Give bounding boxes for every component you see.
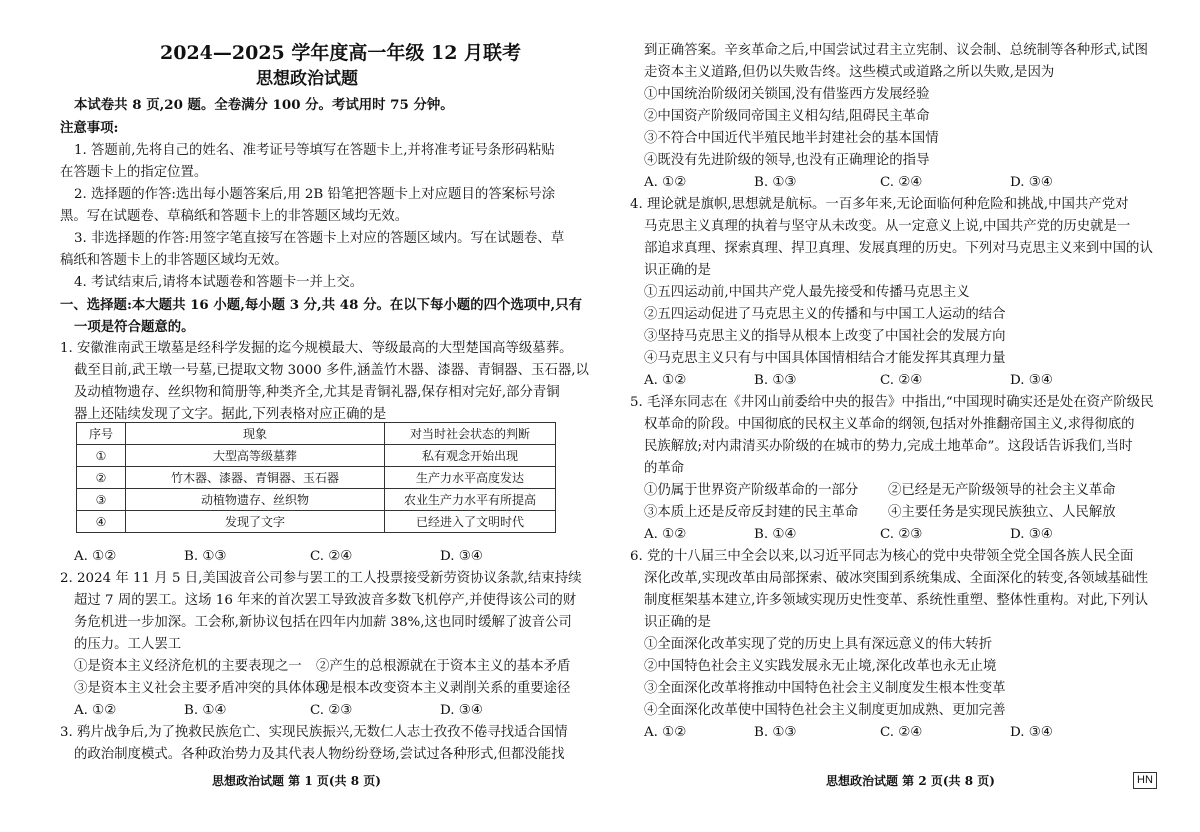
option-c[interactable]: C. ②④	[880, 175, 923, 190]
page-footer: 思想政治试题 第 1 页(共 8 页)	[212, 774, 381, 788]
left-page	[60, 0, 589, 832]
note-line: 1. 答题前,先将自己的姓名、准考证号等填写在答题卡上,并将准考证号条形码粘贴	[74, 143, 555, 158]
table-header: 对当时社会状态的判断	[385, 423, 556, 445]
note-line: 2. 选择题的作答:选出每小题答案后,用 2B 铅笔把答题卡上对应题目的答案标号涂	[74, 187, 556, 202]
choice: ③不符合中国近代半殖民地半封建社会的基本国情	[644, 131, 939, 146]
note-line: 4. 考试结束后,请将本试题卷和答题卡一并上交。	[74, 275, 364, 290]
question-text: 5. 毛泽东同志在《井冈山前委给中央的报告》中指出,“中国现时确实还是处在资产阶级民	[630, 395, 1154, 410]
option-a[interactable]: A. ①②	[644, 175, 687, 190]
question-text: 识正确的是	[644, 263, 711, 278]
table-cell: 动植物遗存、丝织物	[126, 489, 385, 511]
table-cell: 已经进入了文明时代	[385, 511, 556, 533]
question-text: 到正确答案。辛亥革命之后,中国尝试过君主立宪制、议会制、总统制等各种形式,试图	[644, 43, 1148, 58]
choice-row	[60, 678, 580, 700]
answer-options	[60, 700, 580, 722]
note-line: 3. 非选择题的作答:用签字笔直接写在答题卡上对应的答题区域内。写在试题卷、草	[74, 231, 565, 246]
answer-options	[630, 722, 1150, 744]
question-text: 及动植物遗存、丝织物和简册等,种类齐全,尤其是青铜礼器,保存相对完好,部分青铜	[74, 385, 560, 400]
choice: ③坚持马克思主义的指导从根本上改变了中国社会的发展方向	[644, 329, 1006, 344]
option-d[interactable]: D. ③④	[1010, 175, 1053, 190]
question-text: 走资本主义道路,但仍以失败告终。这些模式或道路之所以失败,是因为	[644, 65, 1055, 80]
answer-options	[630, 370, 1150, 392]
option-b[interactable]: B. ①③	[184, 549, 227, 564]
exam-info: 本试卷共 8 页,20 题。全卷满分 100 分。考试用时 75 分钟。	[74, 97, 454, 113]
choice: ④主要任务是实现民族独立、人民解放	[888, 505, 1116, 520]
note-line: 稿纸和答题卡上的非答题区域均无效。	[60, 253, 288, 268]
question-text: 6. 党的十八届三中全会以来,以习近平同志为核心的党中央带领全党全国各族人民全面	[630, 549, 1134, 564]
choice-row	[630, 502, 1150, 524]
choice: ②中国特色社会主义实践发展永无止境,深化改革也永无止境	[644, 659, 997, 674]
choice: ④全面深化改革使中国特色社会主义制度更加成熟、更加完善	[644, 703, 1006, 718]
table-cell: ①	[77, 445, 126, 467]
option-d[interactable]: D. ③④	[1010, 373, 1053, 388]
section-heading: 一、选择题:本大题共 16 小题,每小题 3 分,共 48 分。在以下每小题的四个选项中,只有	[60, 297, 582, 313]
table-cell: ②	[77, 467, 126, 489]
option-a[interactable]: A. ①②	[644, 725, 687, 740]
choice: ④既没有先进阶级的领导,也没有正确理论的指导	[644, 153, 930, 168]
region-code-badge: HN	[1133, 772, 1157, 789]
option-d[interactable]: D. ③④	[1010, 725, 1053, 740]
table-header-row	[77, 423, 556, 445]
question-text: 截至目前,武王墩一号墓,已提取文物 3000 多件,涵盖竹木器、漆器、青铜器、玉石器,以	[74, 363, 589, 378]
choice: ②中国资产阶级同帝国主义相勾结,阻碍民主革命	[644, 109, 930, 124]
notes-heading: 注意事项:	[60, 120, 119, 136]
note-line: 在答题卡上的指定位置。	[60, 165, 208, 180]
option-b[interactable]: B. ①③	[754, 373, 797, 388]
table-row	[77, 467, 556, 489]
section-heading-cont: 一项是符合题意的。	[74, 319, 195, 335]
question-text: 民族解放;对内肃清买办阶级的在城市的势力,完成土地革命”。这段话告诉我们,当时	[644, 439, 1133, 454]
choice: ①五四运动前,中国共产党人最先接受和传播马克思主义	[644, 285, 970, 300]
question-text: 1. 安徽淮南武王墩墓是经科学发掘的迄今规模最大、等级最高的大型楚国高等级墓葬。	[60, 341, 573, 356]
phenomenon-table	[76, 422, 556, 533]
table-row	[77, 511, 556, 533]
table-cell: 大型高等级墓葬	[126, 445, 385, 467]
question-text: 的政治制度模式。各种政治势力及其代表人物纷纷登场,尝试过各种形式,但都没能找	[74, 747, 565, 762]
table-cell: ④	[77, 511, 126, 533]
option-d[interactable]: D. ③④	[440, 549, 483, 564]
exam-subtitle: 思想政治试题	[256, 69, 358, 89]
answer-options	[60, 546, 580, 568]
choice: ②已经是无产阶级领导的社会主义革命	[888, 483, 1116, 498]
option-a[interactable]: A. ①②	[74, 549, 117, 564]
question-text: 部追求真理、探索真理、捍卫真理、发展真理的历史。下列对马克思主义来到中国的认	[644, 241, 1153, 256]
question-text: 制度框架基本建立,许多领域实现历史性变革、系统性重塑、整体性重构。对此,下列认	[644, 593, 1148, 608]
option-c[interactable]: C. ②④	[880, 373, 923, 388]
choice: ①中国统治阶级闭关锁国,没有借鉴西方发展经验	[644, 87, 930, 102]
question-text: 的革命	[644, 461, 685, 476]
option-d[interactable]: D. ③④	[1010, 527, 1053, 542]
question-text: 器上还陆续发现了文字。据此,下列表格对应正确的是	[74, 407, 387, 422]
question-text: 超过 7 周的罢工。这场 16 年来的首次罢工导致波音多数飞机停产,并使得该公司的财	[74, 593, 577, 608]
right-page	[630, 0, 1155, 832]
choice: ③是资本主义社会主要矛盾冲突的具体体现	[74, 681, 329, 696]
question-text: 3. 鸦片战争后,为了挽救民族危亡、实现民族振兴,无数仁人志士孜孜不倦寻找适合国情	[60, 725, 568, 740]
table-header: 现象	[126, 423, 385, 445]
page-footer: 思想政治试题 第 2 页(共 8 页)	[826, 774, 995, 788]
question-text: 4. 理论就是旗帜,思想就是航标。一百多年来,无论面临何种危险和挑战,中国共产党对	[630, 197, 1129, 212]
table-row	[77, 445, 556, 467]
choice: ①全面深化改革实现了党的历史上具有深远意义的伟大转折	[644, 637, 993, 652]
question-text: 深化改革,实现改革由局部探索、破冰突围到系统集成、全面深化的转变,各领域基础性	[644, 571, 1148, 586]
table-cell: 私有观念开始出现	[385, 445, 556, 467]
question-text: 马克思主义真理的执着与坚守从未改变。从一定意义上说,中国共产党的历史就是一	[644, 219, 1131, 234]
table-header: 序号	[77, 423, 126, 445]
question-text: 2. 2024 年 11 月 5 日,美国波音公司参与罢工的工人投票接受新劳资协议条款,结束持续	[60, 571, 582, 586]
option-c[interactable]: C. ②③	[310, 703, 353, 718]
option-a[interactable]: A. ①②	[644, 527, 687, 542]
table-cell: 生产力水平高度发达	[385, 467, 556, 489]
table-cell: 竹木器、漆器、青铜器、玉石器	[126, 467, 385, 489]
option-d[interactable]: D. ③④	[440, 703, 483, 718]
option-c[interactable]: C. ②④	[880, 725, 923, 740]
table-cell: ③	[77, 489, 126, 511]
choice: ②五四运动促进了马克思主义的传播和与中国工人运动的结合	[644, 307, 1006, 322]
choice-row	[60, 656, 580, 678]
question-text: 识正确的是	[644, 615, 711, 630]
option-c[interactable]: C. ②④	[310, 549, 353, 564]
table-row	[77, 489, 556, 511]
choice: ③本质上还是反帝反封建的民主革命	[644, 505, 859, 520]
option-c[interactable]: C. ②③	[880, 527, 923, 542]
option-b[interactable]: B. ①③	[754, 175, 797, 190]
choice: ④马克思主义只有与中国具体国情相结合才能发挥其真理力量	[644, 351, 1006, 366]
option-a[interactable]: A. ①②	[74, 703, 117, 718]
choice: ②产生的总根源就在于资本主义的基本矛盾	[316, 659, 571, 674]
question-text: 务危机进一步加深。工会称,新协议包括在四年内加薪 38%,这也同时缓解了波音公司	[74, 615, 572, 630]
question-text: 的压力。工人罢工	[74, 637, 182, 652]
choice: ③全面深化改革将推动中国特色社会主义制度发生根本性变革	[644, 681, 1006, 696]
option-b[interactable]: B. ①③	[754, 725, 797, 740]
option-b[interactable]: B. ①④	[184, 703, 227, 718]
choice-row	[630, 480, 1150, 502]
choice: ①是资本主义经济危机的主要表现之一	[74, 659, 302, 674]
choice: ④是根本改变资本主义剥削关系的重要途径	[316, 681, 571, 696]
answer-options	[630, 524, 1150, 546]
question-text: 权革命的阶段。中国彻底的民权主义革命的纲领,包括对外推翻帝国主义,求得彻底的	[644, 417, 1135, 432]
table-cell: 农业生产力水平有所提高	[385, 489, 556, 511]
choice: ①仍属于世界资产阶级革命的一部分	[644, 483, 859, 498]
exam-title: 2024—2025 学年度高一年级 12 月联考	[160, 42, 522, 64]
option-a[interactable]: A. ①②	[644, 373, 687, 388]
table-cell: 发现了文字	[126, 511, 385, 533]
note-line: 黑。写在试题卷、草稿纸和答题卡上的非答题区域均无效。	[60, 209, 409, 224]
option-b[interactable]: B. ①④	[754, 527, 797, 542]
answer-options	[630, 172, 1150, 194]
